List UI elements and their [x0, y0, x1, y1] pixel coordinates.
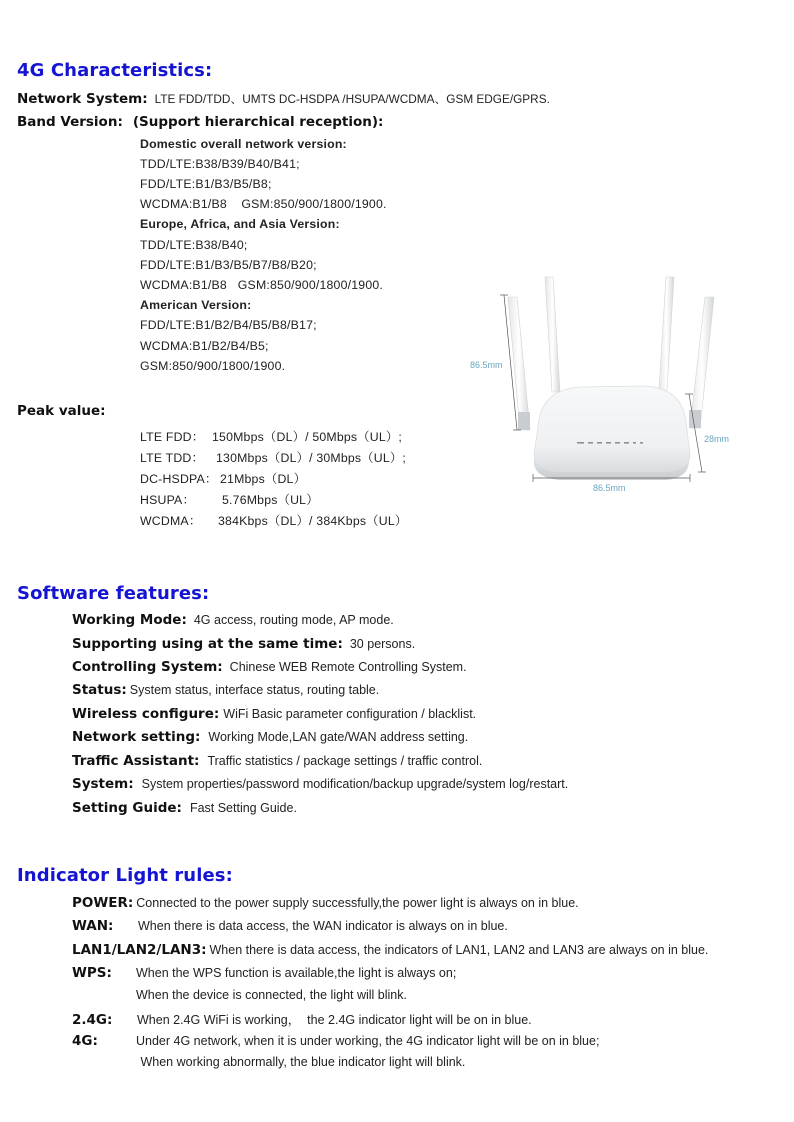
indicator-label: WAN: [72, 918, 114, 934]
band-line: TDD/LTE:B38/B39/B40/B41; [140, 157, 300, 171]
peak-row-value: 130Mbps（DL）/ 30Mbps（UL）; [216, 451, 407, 465]
feature-value: 4G access, routing mode, AP mode. [193, 613, 394, 627]
indicator-description-continued: When the device is connected, the light will blink. [136, 988, 407, 1002]
band-line: GSM:850/900/1800/1900. [140, 359, 286, 373]
band-line: TDD/LTE:B38/B40; [140, 238, 248, 252]
feature-item-concurrent-users [72, 636, 415, 652]
router-product-image [460, 262, 760, 498]
peak-row [140, 511, 407, 529]
network-system-row [17, 90, 550, 107]
peak-row [140, 448, 406, 466]
feature-value: Traffic statistics / package settings / traffic control. [207, 754, 483, 768]
feature-item-controlling-system [72, 659, 467, 675]
dimension-width-label: 86.5mm [593, 483, 626, 493]
feature-item-traffic-assistant [72, 753, 482, 769]
indicator-description: Under 4G network, when it is under working, the 4G indicator light will be on in blue; [136, 1034, 600, 1048]
band-line: WCDMA:B1/B2/B4/B5; [140, 339, 269, 353]
section-title-4g-characteristics: 4G Characteristics: [17, 60, 213, 81]
feature-value: System properties/password modification/backup upgrade/system log/restart. [141, 777, 569, 791]
indicator-label: LAN1/LAN2/LAN3: [72, 942, 207, 958]
feature-value: System status, interface status, routing table. [129, 683, 380, 697]
feature-label: Working Mode: [72, 612, 187, 628]
feature-label: Status: [72, 682, 127, 698]
band-version-note: (Support hierarchical reception): [132, 114, 384, 130]
feature-item-wireless-configure [72, 706, 476, 722]
network-system-label: Network System: [17, 91, 148, 107]
band-version-label: Band Version: [17, 114, 123, 130]
peak-row-name: LTE FDD： [140, 430, 205, 444]
indicator-description: When the WPS function is available,the light is always on; [136, 966, 457, 980]
peak-row-name: LTE TDD： [140, 451, 205, 465]
indicator-label: 2.4G: [72, 1012, 113, 1028]
indicator-description-continued: When working abnormally, the blue indicator light will blink. [137, 1055, 466, 1069]
indicator-item-4g [72, 1033, 599, 1049]
feature-label: Traffic Assistant: [72, 753, 200, 769]
peak-row-name: DC-HSDPA： [140, 472, 218, 486]
feature-item-working-mode [72, 612, 394, 628]
indicator-item-wps [72, 965, 456, 981]
feature-label: System: [72, 776, 134, 792]
peak-row-value: 150Mbps（DL）/ 50Mbps（UL）; [212, 430, 403, 444]
network-system-value: LTE FDD/TDD、UMTS DC-HSDPA /HSUPA/WCDMA、GSM EDGE/GPRS. [154, 92, 550, 106]
feature-item-setting-guide [72, 800, 297, 816]
band-group-heading-europe-africa-asia: Europe, Africa, and Asia Version: [140, 217, 340, 231]
feature-value: Chinese WEB Remote Controlling System. [229, 660, 467, 674]
indicator-label: POWER: [72, 895, 134, 911]
indicator-label: WPS: [72, 965, 112, 981]
band-line: FDD/LTE:B1/B3/B5/B8; [140, 177, 272, 191]
peak-value-label: Peak value: [17, 403, 106, 419]
dimension-height-label: 86.5mm [470, 360, 503, 370]
band-line: WCDMA:B1/B8 GSM:850/900/1800/1900. [140, 197, 387, 211]
feature-label: Wireless configure: [72, 706, 220, 722]
peak-row-value: 21Mbps（DL） [220, 472, 307, 486]
feature-value: 30 persons. [349, 637, 416, 651]
section-title-indicator-light-rules: Indicator Light rules: [17, 865, 233, 886]
indicator-description: When there is data access, the indicators of LAN1, LAN2 and LAN3 are always on in blue. [209, 943, 709, 957]
indicator-item-power [72, 895, 579, 911]
peak-row [140, 490, 319, 508]
peak-row-value: 5.76Mbps（UL） [222, 493, 319, 507]
feature-item-system [72, 776, 568, 792]
indicator-description: When there is data access, the WAN indicator is always on in blue. [138, 919, 508, 933]
band-group-heading-american: American Version: [140, 298, 252, 312]
peak-row-name: HSUPA： [140, 493, 195, 507]
dimension-depth-label: 28mm [704, 434, 730, 444]
feature-item-network-setting [72, 729, 468, 745]
feature-value: WiFi Basic parameter configuration / blacklist. [223, 707, 477, 721]
band-line: FDD/LTE:B1/B3/B5/B7/B8/B20; [140, 258, 317, 272]
feature-label: Supporting using at the same time: [72, 636, 343, 652]
feature-value: Working Mode,LAN gate/WAN address setting. [208, 730, 469, 744]
band-line: WCDMA:B1/B8 GSM:850/900/1800/1900. [140, 278, 384, 292]
feature-label: Controlling System: [72, 659, 223, 675]
indicator-description: When 2.4G WiFi is working， the 2.4G indicator light will be on in blue. [137, 1013, 532, 1027]
peak-row [140, 469, 306, 487]
feature-label: Network setting: [72, 729, 201, 745]
peak-row-name: WCDMA： [140, 514, 202, 528]
feature-label: Setting Guide: [72, 800, 182, 816]
feature-value: Fast Setting Guide. [189, 801, 297, 815]
peak-row-value: 384Kbps（DL）/ 384Kbps（UL） [218, 514, 408, 528]
band-line: FDD/LTE:B1/B2/B4/B5/B8/B17; [140, 318, 317, 332]
indicator-label: 4G: [72, 1033, 98, 1049]
peak-row [140, 427, 402, 445]
band-version-row [17, 114, 383, 130]
feature-item-status [72, 682, 379, 698]
indicator-item-lan [72, 942, 708, 958]
indicator-item-wan [72, 918, 508, 934]
section-title-software-features: Software features: [17, 583, 210, 604]
indicator-description: Connected to the power supply successfully,the power light is always on in blue. [136, 896, 579, 910]
indicator-item-2-4g [72, 1010, 532, 1028]
band-group-heading-domestic: Domestic overall network version: [140, 137, 347, 151]
